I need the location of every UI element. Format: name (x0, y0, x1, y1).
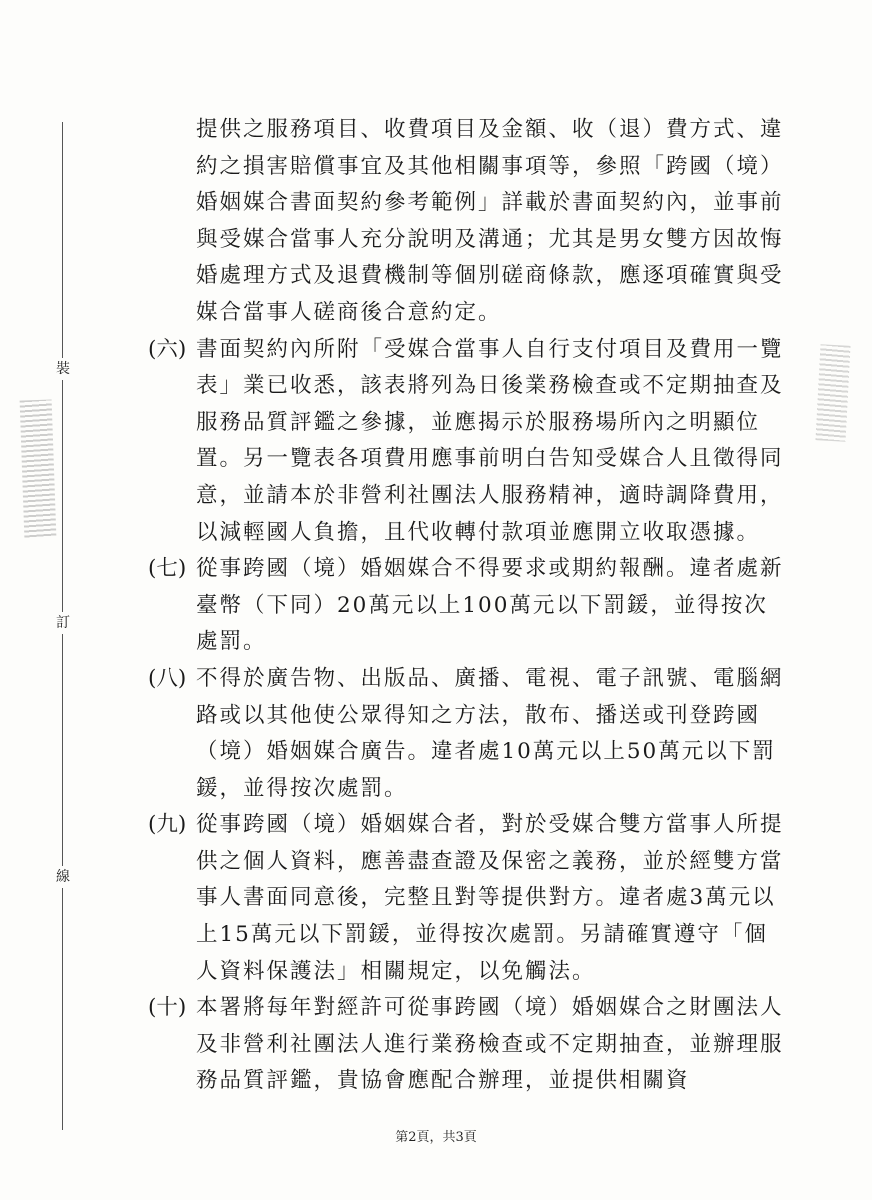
binding-label-ding: 訂 (54, 612, 72, 634)
page-number: 第2頁，共3頁 (395, 1130, 477, 1145)
item-marker: (九) (148, 812, 187, 838)
item-text: 從事跨國（境）婚姻媒合不得要求或期約報酬。違者處新臺幣（下同）20萬元以上100萬元以下罰鍰，並得按次處罰。 (196, 556, 784, 655)
list-item (148, 807, 788, 990)
item-marker: (十) (148, 995, 187, 1021)
list-item (148, 551, 788, 661)
item-marker: (六) (148, 336, 187, 362)
binding-label-zhuang: 裝 (54, 358, 72, 380)
item-marker: (七) (148, 556, 187, 582)
seal-stamp-left (20, 399, 57, 538)
binding-label-xian: 線 (54, 866, 72, 888)
document-body (148, 112, 788, 1100)
list-item (148, 661, 788, 807)
item-text: 從事跨國（境）婚姻媒合者，對於受媒合雙方當事人所提供之個人資料，應善盡查證及保密之義務，並於經雙方當事人書面同意後，完整且對等提供對方。違者處3萬元以上15萬元以下罰鍰，並得按次處罰。另請確實遵守「個人資料保護法」相關規定，以免觸法。 (196, 812, 784, 984)
seal-stamp-right (816, 344, 851, 441)
list-item (148, 990, 788, 1100)
item-text: 不得於廣告物、出版品、廣播、電視、電子訊號、電腦網路或以其他使公眾得知之方法，散布、播送或刊登跨國（境）婚姻媒合廣告。違者處10萬元以上50萬元以下罰鍰，並得按次處罰。 (196, 665, 784, 801)
continuation-paragraph (148, 112, 788, 332)
list-item (148, 332, 788, 552)
continuation-text: 提供之服務項目、收費項目及金額、收（退）費方式、違約之損害賠償事宜及其他相關事項等，參照「跨國（境）婚姻媒合書面契約參考範例」詳載於書面契約內，並事前與受媒合當事人充分說明及溝通；尤其是男女雙方因故悔婚處理方式及退費機制等個別磋商條款，應逐項確實與受媒合當事人磋商後合意約定。 (196, 117, 784, 325)
item-marker: (八) (148, 665, 187, 691)
item-text: 本署將每年對經許可從事跨國（境）婚姻媒合之財團法人及非營利社團法人進行業務檢查或不定期抽查，並辦理服務品質評鑑，貴協會應配合辦理，並提供相關資 (196, 995, 784, 1094)
item-text: 書面契約內所附「受媒合當事人自行支付項目及費用一覽表」業已收悉，該表將列為日後業務檢查或不定期抽查及服務品質評鑑之參據，並應揭示於服務場所內之明顯位置。另一覽表各項費用應事前明白告知受媒合人且徵得同意，並請本於非營利社團法人服務精神，適時調降費用，以減輕國人負擔，且代收轉付款項並應開立收取憑據。 (196, 336, 784, 545)
